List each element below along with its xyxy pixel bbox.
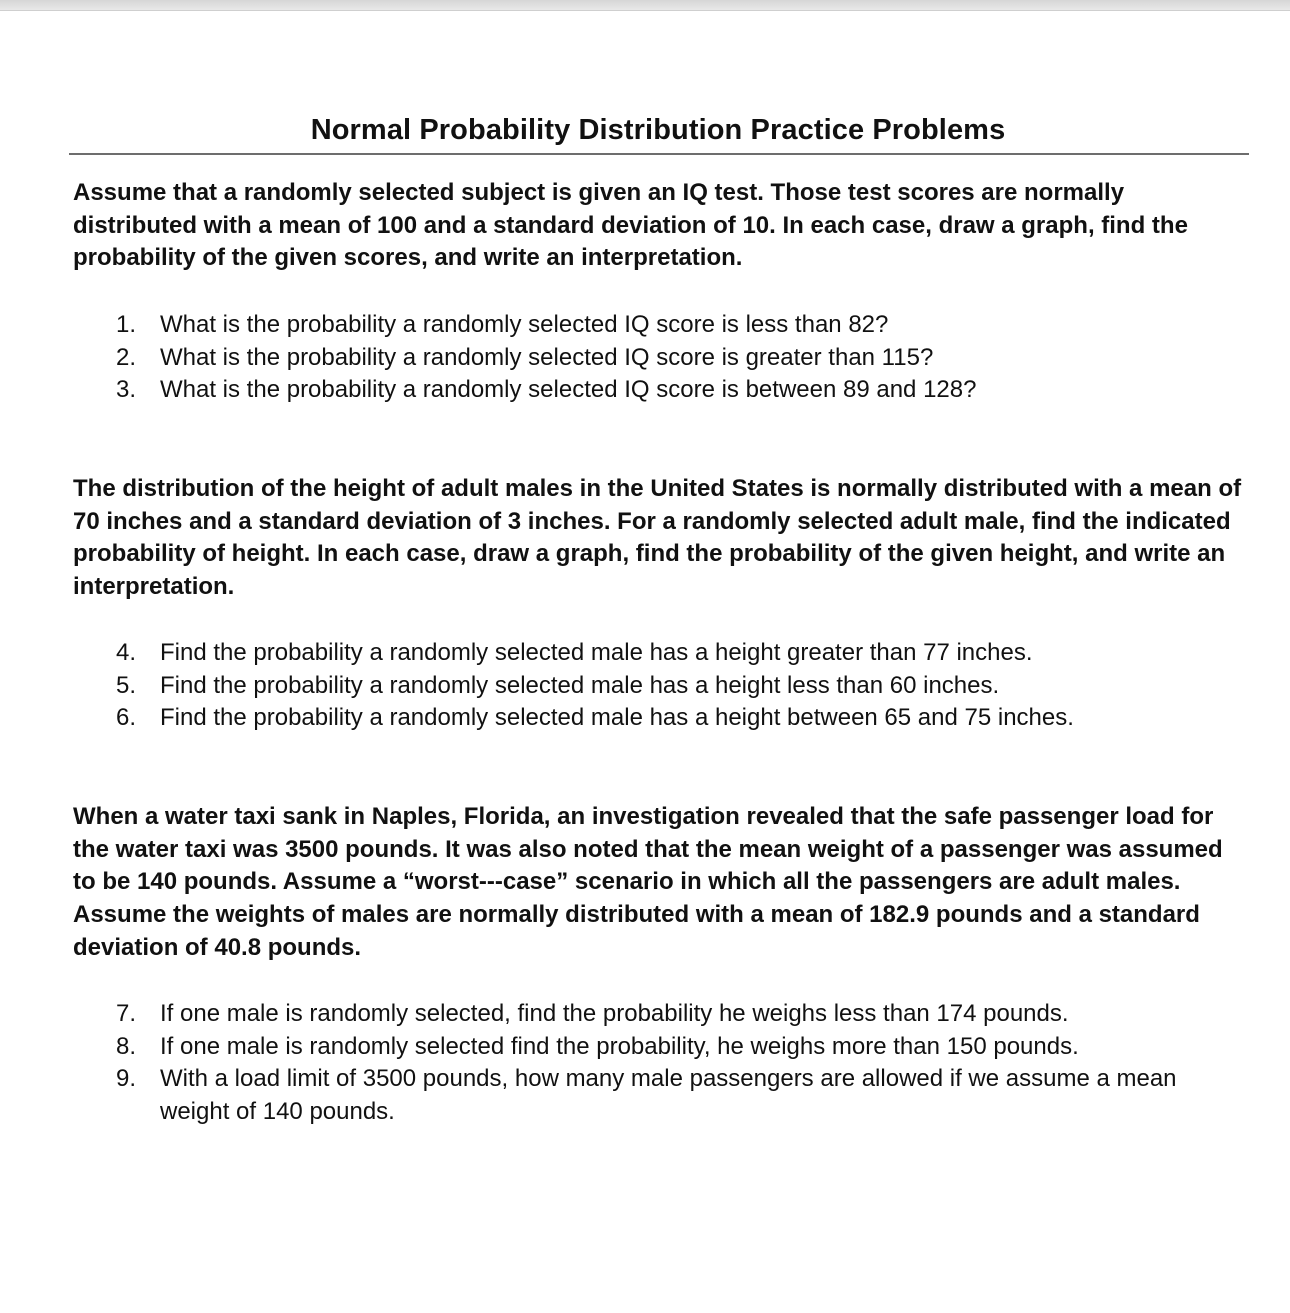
viewer-top-bar — [0, 0, 1290, 11]
question-number: 1. — [116, 311, 137, 338]
question-item — [116, 1031, 1196, 1064]
question-item — [116, 1063, 1196, 1128]
question-number: 2. — [116, 343, 137, 371]
question-item — [116, 702, 1216, 735]
question-number: 8. — [116, 1032, 137, 1060]
question-item — [116, 374, 1216, 407]
question-number: 4. — [116, 639, 137, 666]
section-3-questions — [116, 998, 1196, 1128]
question-text: What is the probability a randomly selected IQ score is between 89 and 128? — [160, 376, 977, 404]
question-item — [116, 309, 1216, 342]
question-text: Find the probability a randomly selected male has a height less than 60 inches. — [160, 671, 1000, 699]
section-1-questions — [116, 309, 1216, 407]
question-text: If one male is randomly selected, find the probability he weighs less than 174 pounds. — [160, 1000, 1069, 1027]
question-number: 6. — [116, 704, 137, 732]
question-number: 7. — [116, 1000, 137, 1027]
question-text: Find the probability a randomly selected male has a height between 65 and 75 inches. — [160, 704, 1074, 732]
question-text: What is the probability a randomly selected IQ score is less than 82? — [160, 311, 889, 338]
question-text: What is the probability a randomly selected IQ score is greater than 115? — [160, 343, 934, 371]
question-text: If one male is randomly selected find the probability, he weighs more than 150 pounds. — [160, 1032, 1079, 1060]
question-number: 3. — [116, 376, 137, 404]
section-1-intro: Assume that a randomly selected subject is given an IQ test. Those test scores are normally distributed with a mean of 100 and a standard deviation of 10. In each case, draw a graph, find the probability of the given scores, and write an interpretation. — [73, 179, 1188, 272]
question-number: 5. — [116, 671, 137, 699]
question-text: Find the probability a randomly selected male has a height greater than 77 inches. — [160, 639, 1033, 666]
document-page — [0, 11, 1290, 1313]
question-item — [116, 998, 1196, 1031]
question-item — [116, 342, 1216, 375]
document-title: Normal Probability Distribution Practice Problems — [310, 114, 1006, 146]
title-underline — [69, 153, 1249, 155]
question-text: With a load limit of 3500 pounds, how many male passengers are allowed if we assume a mean weight of 140 pounds. — [160, 1065, 1177, 1125]
question-item — [116, 637, 1216, 670]
question-number: 9. — [116, 1065, 137, 1093]
question-item — [116, 670, 1216, 703]
section-2-questions — [116, 637, 1216, 735]
section-2-intro: The distribution of the height of adult males in the United States is normally distributed with a mean of 70 inches and a standard deviation of 3 inches. For a randomly selected adult male, find the indicated probability of height. In each case, draw a graph, find the probability of the given height, and write an interpretation. — [73, 475, 1242, 601]
section-3-intro: When a water taxi sank in Naples, Florida, an investigation revealed that the safe passenger load for the water taxi was 3500 pounds. It was also noted that the mean weight of a passenger was assumed to be 140 pounds. Assume a “worst---case” scenario in which all the passengers are adult males. Assume the weights of males are normally distributed with a mean of 182.9 pounds and a standard deviation of 40.8 pounds. — [73, 803, 1223, 961]
